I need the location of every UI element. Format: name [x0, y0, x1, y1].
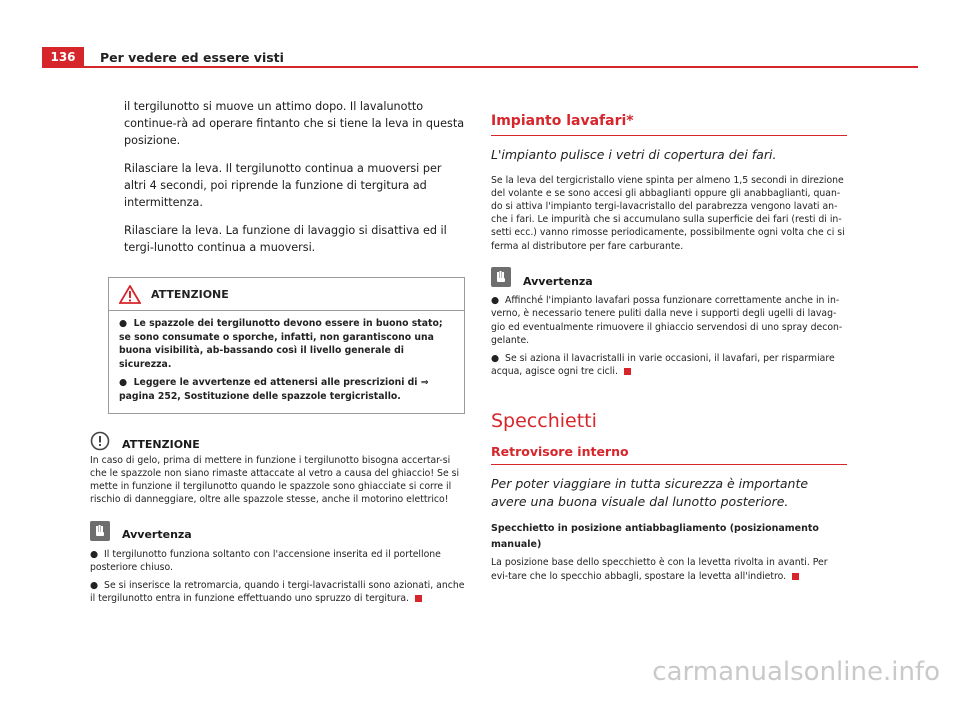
dash-item	[108, 160, 465, 211]
section-heading: Impianto lavafari*	[491, 113, 634, 129]
notice-title: ATTENZIONE	[122, 438, 200, 451]
warning-box-body	[109, 311, 464, 413]
continuation-paragraph: il tergilunotto si muove un attimo dopo. Il lavalunotto continue-rà ad operare fintanto che si tiene la leva in questa posizione.	[124, 100, 465, 147]
body-paragraph	[491, 556, 847, 582]
watermark: carmanualsonline.info	[652, 657, 940, 687]
chapter-title: Specchietti	[491, 410, 597, 433]
body-text: La posizione base dello specchietto è con la levetta rivolta in avanti. Per evi-tare che lo specchio abbagli, spostare la levetta all'indietro.	[491, 557, 828, 582]
note-bullet-text: Se si inserisce la retromarcia, quando i tergi-lavacristalli sono azionati, anche il tergilunotto entra in funzione effettuando uno spruzzo di tergitura.	[90, 580, 465, 605]
note-block	[491, 265, 847, 379]
header-rule	[42, 66, 918, 68]
section-intro: Per poter viaggiare in tutta sicurezza è importante avere una buona visuale dal lunotto posteriore.	[491, 476, 809, 510]
note-title: Avvertenza	[122, 528, 192, 542]
info-hand-icon	[90, 521, 110, 541]
heading-rule	[491, 464, 847, 465]
notice-text: In caso di gelo, prima di mettere in funzione i tergilunotto bisogna accertar-si che le spazzole non siano rimaste attaccate al vetro a causa del ghiaccio! Se si mette in funzione il tergilunotto quando le spazzole sono ghiacciate si corre il rischio di danneggiare, oltre alle spazzole stesse, anche il motorino elettrico!	[90, 454, 460, 506]
paragraph-subhead: Specchietto in posizione antiabbagliamento (posizionamento manuale)	[491, 523, 819, 550]
end-of-section-marker	[792, 573, 799, 580]
section-intro: L'impianto pulisce i vetri di copertura dei fari.	[491, 146, 777, 162]
header-title: Per vedere ed essere visti	[100, 50, 284, 65]
note-title: Avvertenza	[523, 274, 593, 288]
list-item	[119, 317, 456, 371]
end-of-section-marker	[624, 368, 631, 375]
bullet-marker: ●	[119, 318, 128, 329]
bullet-marker: ●	[90, 548, 99, 560]
warning-box-title: ATTENZIONE	[151, 287, 229, 301]
bullet-marker: ●	[90, 580, 99, 592]
info-hand-icon	[491, 267, 511, 287]
list-item	[90, 548, 465, 574]
warning-triangle-icon	[119, 285, 141, 304]
bullet-marker: ●	[491, 353, 500, 365]
list-item	[90, 579, 465, 605]
page-number: 136	[42, 47, 84, 67]
warning-box	[108, 277, 465, 414]
bullet-marker: ●	[491, 295, 500, 307]
end-of-section-marker	[415, 595, 422, 602]
warning-bullet-text: Le spazzole dei tergilunotto devono essere in buono stato; se sono consumate o sporche, infatti, non garantiscono una buona visibilità, ab-bassando così il livello generale di sicurezza.	[119, 318, 443, 370]
dash-item-text: Rilasciare la leva. Il tergilunotto continua a muoversi per altri 4 secondi, poi riprende la funzione di tergitura ad intermittenza.	[124, 162, 442, 209]
list-item	[119, 376, 456, 403]
left-column	[90, 98, 465, 606]
warning-bullet-text: Leggere le avvertenze ed attenersi alle prescrizioni di ⇒ pagina 252, Sostituzione delle spazzole tergicristallo.	[119, 377, 429, 402]
subsection-heading: Retrovisore interno	[491, 443, 629, 459]
dash-item	[108, 222, 465, 256]
heading-rule	[491, 135, 847, 136]
note-bullet-text: Il tergilunotto funziona soltanto con l'accensione inserita ed il portellone posteriore chiuso.	[90, 548, 441, 574]
list-item	[491, 294, 847, 347]
note-header	[90, 518, 465, 543]
note-bullet-text: Se si aziona il lavacristalli in varie occasioni, il lavafari, per risparmiare acqua, agisce ogni tre cicli.	[491, 353, 835, 378]
list-item	[491, 352, 847, 378]
note-header	[491, 265, 847, 290]
notice-block	[90, 429, 465, 506]
bullet-marker: ●	[119, 377, 128, 388]
dash-item-text: Rilasciare la leva. La funzione di lavaggio si disattiva ed il tergi-lunotto continua a muoversi.	[124, 224, 447, 254]
right-column	[491, 114, 847, 583]
notice-header	[90, 429, 465, 453]
body-paragraph: Se la leva del tergicristallo viene spinta per almeno 1,5 secondi in direzione del volante e se sono accesi gli abbaglianti oppure gli anabbaglianti, quan-do si attiva l'impianto tergi-lavacristallo del parabrezza vengono lavati an-che i fari. Le impurità che si accumulano sulla superficie dei fari (resti di in-setti ecc.) vanno rimosse periodicamente, possibilmente ogni volta che ci si ferma al distributore per fare carburante.	[491, 174, 845, 252]
note-block	[90, 518, 465, 605]
exclamation-circle-icon	[90, 431, 110, 451]
warning-box-header	[109, 278, 464, 311]
note-bullet-text: Affinché l'impianto lavafari possa funzionare correttamente anche in in-verno, è necessario tenere puliti dalla neve i supporti degli ugelli di lavag-gio ed eventualmente rimuovere il ghiaccio servendosi di uno spray decon-gelante.	[491, 295, 843, 346]
